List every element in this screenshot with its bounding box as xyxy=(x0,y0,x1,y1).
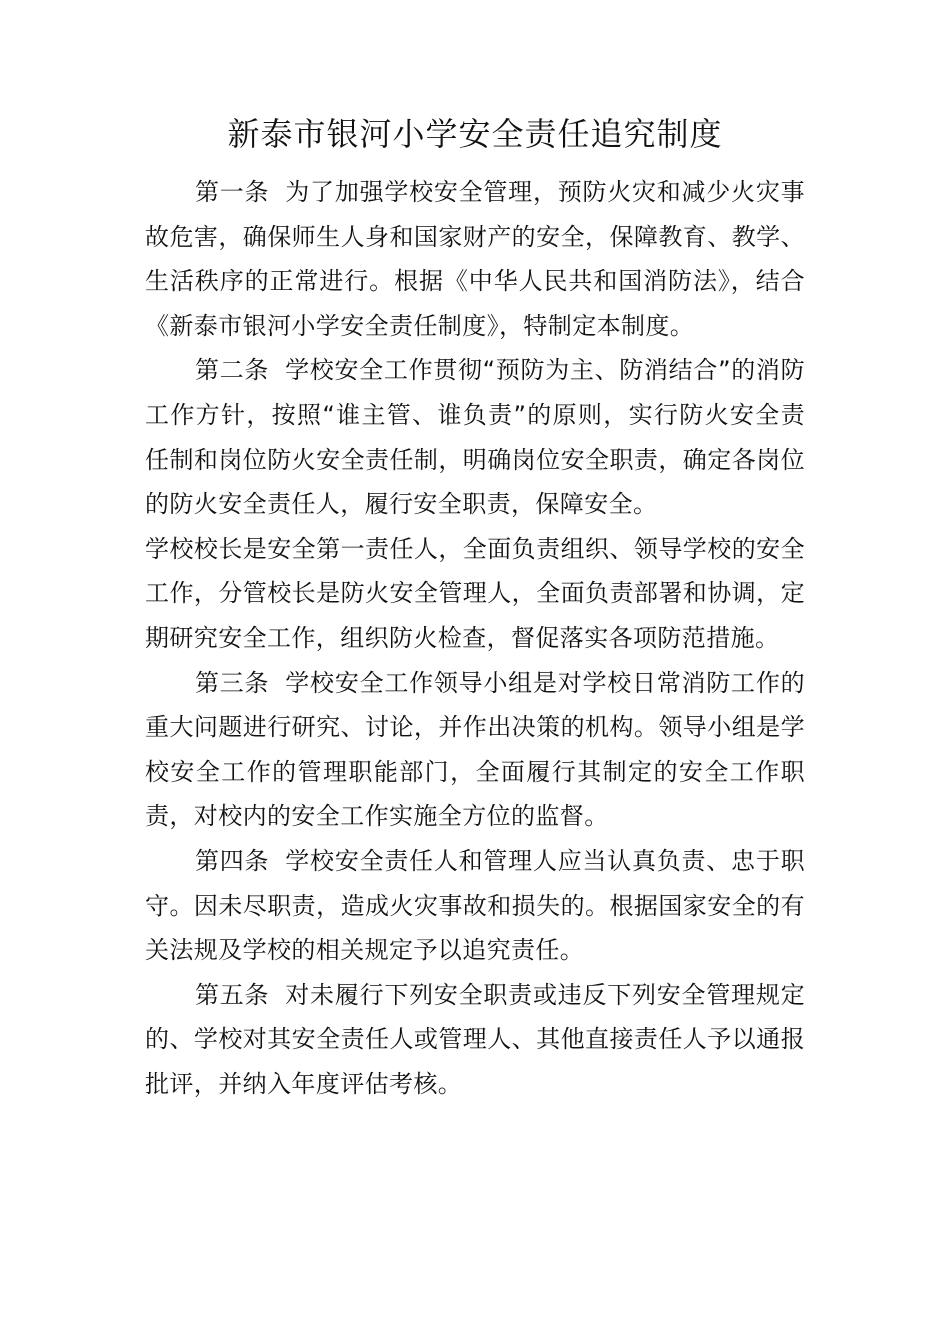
article-3 xyxy=(145,661,805,839)
document-title: 新泰市银河小学安全责任追究制度 xyxy=(227,115,723,153)
article-label: 第四条 xyxy=(195,846,270,875)
article-label: 第三条 xyxy=(195,668,270,697)
article-label: 第一条 xyxy=(195,178,270,206)
article-text: 对未履行下列安全职责或违反下列安全管理规定的、学校对其安全责任人或管理人、其他直接责任人予以通报批评，并纳入年度评估考核。 xyxy=(145,980,805,1098)
article-text: 学校安全工作领导小组是对学校日常消防工作的重大问题进行研究、讨论，并作出决策的机构。领导小组是学校安全工作的管理职能部门，全面履行其制定的安全工作职责，对校内的安全工作实施全方位的监督。 xyxy=(145,668,805,831)
article-text: 学校安全工作贯彻“预防为主、防消结合”的消防工作方针，按照“谁主管、谁负责”的原则，实行防火安全责任制和岗位防火安全责任制，明确岗位安全职责，确定各岗位的防火安全责任人，履行安全职责，保障安全。 xyxy=(145,356,805,519)
article-text: 为了加强学校安全管理，预防火灾和减少火灾事故危害，确保师生人身和国家财产的安全，保障教育、教学、生活秩序的正常进行。根据《中华人民共和国消防法》，结合《新泰市银河小学安全责任制度》，特制定本制度。 xyxy=(145,178,805,340)
article-label: 第五条 xyxy=(195,980,270,1009)
article-4 xyxy=(145,839,805,973)
article-text: 学校安全责任人和管理人应当认真负责、忠于职守。因未尽职责，造成火灾事故和损失的。根据国家安全的有关法规及学校的相关规定予以追究责任。 xyxy=(145,846,805,965)
article-2 xyxy=(145,348,805,526)
article-1 xyxy=(145,170,805,348)
article-label: 第二条 xyxy=(195,356,270,385)
article-5 xyxy=(145,973,805,1107)
article-2-continuation: 学校校长是安全第一责任人，全面负责组织、领导学校的安全工作，分管校长是防火安全管理人，全面负责部署和协调，定期研究安全工作，组织防火检查，督促落实各项防范措施。 xyxy=(145,534,805,652)
document-body xyxy=(145,170,805,1106)
